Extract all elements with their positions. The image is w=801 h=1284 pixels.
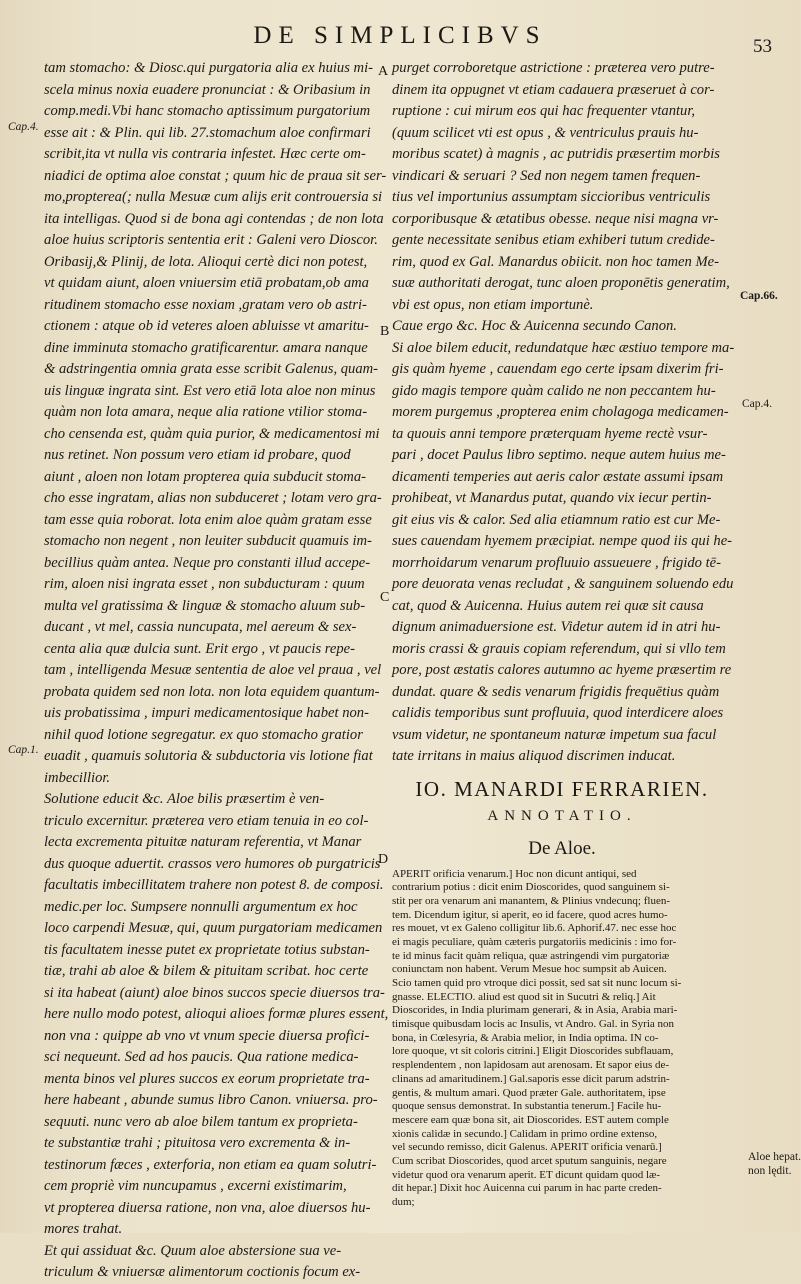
text-line: calidis temporibus sunt profluuia, quod interdicere aloes <box>392 705 724 721</box>
text-line: clinans ad amaritudinem.] Gal.saporis esse dicit parum adstrin- <box>392 1072 670 1085</box>
text-line: pari , docet Paulus libro septimo. neque autem huius me- <box>392 447 726 463</box>
text-line: mores trahat. <box>44 1221 123 1237</box>
text-line: git eius vis & calor. Sed alia etiamnum ratio est cur Me- <box>392 511 721 528</box>
section-letter-c: C <box>380 590 390 605</box>
text-line: si ita habeat (aiunt) aloe binos succos specie diuersos tra- <box>44 984 385 1001</box>
text-line: videtur quod ora venarum aperit. ET dicunt quidam quod læ- <box>392 1168 661 1181</box>
annotation-title: De Aloe. <box>528 837 596 859</box>
text-line: scela minus noxia euadere pronunciat : & Oribasium in <box>44 81 371 98</box>
text-line: ei magis peculiare, quàm cæteris purgatoriis medicinis : imo for- <box>392 935 677 948</box>
section-letter-b: B <box>380 324 390 339</box>
text-line: pore, post æstatis calores autumno ac hyeme præsertim re <box>392 662 732 678</box>
text-line: dus quoque aduertit. crassos vero humores ob purgatricis <box>44 855 381 872</box>
text-line: gnasse. ELECTIO. aliud est quod sit in Sucutri & reliq.] Ait <box>392 990 656 1003</box>
text-line: Caue ergo &c. Hoc & Auicenna secundo Canon. <box>392 318 677 334</box>
text-line: bona, in Cœlesyria, & Arabia melior, in India optima. IN co- <box>392 1031 659 1044</box>
text-line: here habeant , abunde sumus libro Canon. vniuersa. pro- <box>44 1092 378 1108</box>
section-letter-a: A <box>378 64 389 79</box>
text-line: medic.per loc. Sumpsere nonnulli argumentum ex hoc <box>44 898 358 915</box>
text-line: tate irritans in maius aliquod discrimen inducat. <box>392 748 676 764</box>
text-line: coniunctam non habent. Verum Mesue hoc sumpsit ab Auicen. <box>392 963 667 976</box>
text-line: timisque quibusdam locis ac Insulis, vt Andro. Gal. in Syria non <box>392 1018 675 1031</box>
text-line: Oribasij,& Plinij, de lota. Alioqui certè dici non potest, <box>44 253 368 270</box>
text-line: gido magis tempore quàm calido ne non peccantem hu- <box>392 382 716 399</box>
text-line: scribit,ita vt nulla vis contraria infestet. Hæc certe om- <box>44 146 366 162</box>
text-line: uis linguæ ingrata sint. Est vero etiā lota aloe non minus <box>44 382 376 399</box>
text-line: loco carpendi Mesuæ, qui, quum purgatoriam medicamen <box>44 920 383 936</box>
text-line: cho censenda est, quàm quia purior, & medicamentosi mi <box>44 425 380 442</box>
text-line: rim, aloen nisi ingrata esset , non subducturam : quum <box>44 576 365 592</box>
text-line: ctionem : atque ob id veteres aloen abluisse vt amaritu- <box>44 318 369 334</box>
text-line: testinorum fæces , exterforia, non etiam ea quam solutri- <box>44 1156 377 1173</box>
margin-note-aloe-line: non lędit. <box>748 1165 792 1177</box>
text-line: Et qui assiduat &c. Quum aloe abstersione sua ve- <box>44 1242 342 1259</box>
text-line: moribus scatet) à magnis , ac putridis præsertim morbis <box>392 146 720 162</box>
text-line: sues cauendam hyemem præcipiat. nempe quod iis qui he- <box>392 533 733 549</box>
text-line: dinem ita oppugnet vt etiam cadauera præseruet à cor- <box>392 81 715 98</box>
text-line: lore quoque, vt sit coloris citrini.] Eligit Dioscorides subflauam, <box>392 1045 674 1058</box>
text-line: comp.medi.Vbi hanc stomacho aptissimum purgatorium <box>44 103 371 119</box>
text-line: morrhoidarum venarum profluuio assueuere , frigido tē- <box>392 554 722 571</box>
margin-note-cap66-right: Cap.66. <box>740 290 778 302</box>
text-line: imbecillior. <box>44 769 111 786</box>
text-line: (quum scilicet vti est opus , & ventriculus prauis hu- <box>392 124 699 141</box>
text-line: facultatis imbecillitatem trahere non potest 8. de composi. <box>44 877 384 893</box>
text-line: tem. Dicendum igitur, si aperit, eo id facere, quod acres humo- <box>392 908 668 921</box>
text-line: mo,propterea(; nulla Mesuæ cum alijs erit controuersia si <box>44 189 383 205</box>
page-number: 53 <box>753 36 772 57</box>
text-line: moris crassi & grauis copiam referendum, qui si vllo tem <box>392 640 726 657</box>
text-line: APERIT orificia venarum.] Hoc non dicunt antiqui, sed <box>392 867 637 880</box>
text-line: gis quàm hyeme , cauendam ego certe ipsam dixerim fri- <box>392 361 724 377</box>
text-line: non vna : quippe ab vno vt vnum specie diuersa profici- <box>44 1027 370 1044</box>
text-line: gente necessitate senibus etiam exhiberi tutum credide- <box>392 232 715 248</box>
text-line: dum; <box>392 1196 415 1208</box>
text-line: vindicari & seruari ? Sed non negem tamen frequen- <box>392 167 701 184</box>
right-column-commentary <box>392 58 735 768</box>
text-line: purget corroboretque astrictione : præterea vero putre- <box>392 60 715 76</box>
text-line: dundat. quare & sedis venarum frigidis frequētius quàm <box>392 683 720 700</box>
text-line: probata quidem sed non lota. non lota equidem quantum- <box>44 683 380 700</box>
text-line: tis facultatem inesse putet ex proprietate totius substan- <box>44 941 370 958</box>
text-line: dine imminuta stomacho gratificarentur. amara nanque <box>44 339 368 356</box>
text-line: tam , intelligenda Mesuæ sententia de aloe vel praua , vel <box>44 662 382 678</box>
text-line: gentis, & multum amari. Quod præter Gale. authoritatem, ipse <box>392 1086 666 1099</box>
margin-note-aloe-line: Aloe hepat. <box>748 1151 801 1163</box>
text-line: morem purgemus ,propterea enim cholagoga medicamen- <box>392 404 729 420</box>
text-line: euadit , quamuis solutoria & subductoria vis lotione fiat <box>44 748 373 764</box>
text-line: te substantiæ trahi ; pituitosa vero excrementa & in- <box>44 1135 351 1151</box>
text-line: sequuti. nunc vero ab aloe bilem tantum ex proprieta- <box>44 1113 358 1130</box>
text-line: stomacho non negent , non leuiter subducit quamuis im- <box>44 533 372 549</box>
text-line: quoque sensus demonstrat. In substantia tenerum.] Facile hu- <box>392 1100 662 1113</box>
text-line: & adstringentia omnia grata esse scribit Galenus, quam- <box>44 361 379 377</box>
text-line: xionis calidæ in secundo.] Calidam in primo ordine extenso, <box>392 1127 658 1140</box>
annotation-heading: IO. MANARDI FERRARIEN. <box>415 776 709 801</box>
text-line: dicamenti temperies aut aeris calor æstate assumi ipsam <box>392 468 724 485</box>
text-line: tius vel importunius assumptam siccioribus ventriculis <box>392 189 711 205</box>
right-column <box>392 58 735 1218</box>
text-line: rim, quod ex Gal. Manardus obiicit. non hoc tamen Me- <box>392 253 719 270</box>
text-line: cem propriè vim nuncupamus , excerni existimarim, <box>44 1178 347 1194</box>
margin-note-cap1-left: Cap.1. <box>8 744 39 756</box>
text-line: Si aloe bilem educit, redundatque hæc æstiuo tempore ma- <box>392 339 735 356</box>
text-line: tam esse quia roborat. lota enim aloe quàm gratam esse <box>44 511 372 528</box>
text-line: Cum scribat Dioscorides, quod arcet sputum sanguinis, negare <box>392 1154 667 1167</box>
text-line: multa vel gratissima & linguæ & stomacho aluum sub- <box>44 597 366 614</box>
text-line: res mouet, vt ex Galeno colligitur lib.6. Aphorif.47. nec esse hoc <box>392 922 677 935</box>
text-line: mescere eam quæ bona sit, ait Dioscorides. EST autem comple <box>392 1113 669 1126</box>
text-line: sci nequeunt. Sed ad hos paucis. Qua ratione medica- <box>44 1049 359 1065</box>
text-line: Scio tamen quid pro vtroque dici possit, sed sat sit nunc locum si- <box>392 977 682 989</box>
margin-note-cap4-left: Cap.4. <box>8 121 39 133</box>
text-line: vt quidam aiunt, aloen vniuersim etiā probatam,ob ama <box>44 275 369 291</box>
text-line: niadici de optima aloe constat ; quum hic de praua sit ser- <box>44 167 387 184</box>
margin-note-cap4-right: Cap.4. <box>742 398 773 410</box>
text-line: ta quouis anni tempore præterquam hyeme rectè vsur- <box>392 425 708 442</box>
annotation-body <box>392 868 732 1210</box>
running-head: DE SIMPLICIBVS <box>253 22 547 49</box>
text-line: suæ authoritati derogat, tunc aloen proponētis generatim, <box>392 275 730 291</box>
text-line: here nullo modo potest, alioqui alioes formæ plures essent, <box>44 1006 389 1022</box>
text-line: lecta excrementa pituitæ naturam referentia, vt Manar <box>44 834 362 850</box>
text-line: triculo excernitur. præterea vero etiam tenuia in eo col- <box>44 812 369 829</box>
text-line: te id minus facit quàm reliqua, quæ astringendi vim purgatoriæ <box>392 949 670 962</box>
text-line: uis probatissima , impuri medicamentosique habet non- <box>44 705 369 721</box>
text-line: vbi est opus, non etiam importunè. <box>392 296 594 313</box>
section-letter-d: D <box>378 852 389 867</box>
text-line: dit hepar.] Dixit hoc Auicenna cui parum in hac parte creden- <box>392 1182 662 1195</box>
text-line: aiunt , aloen non lotam propterea quia subducit stoma- <box>44 468 366 485</box>
text-line: vt propterea diuersa ratione, non vna, aloe diuersos hu- <box>44 1199 371 1216</box>
text-line: Dioscorides, in India plurimam generari, & in Asia, Arabia mari- <box>392 1004 678 1017</box>
text-line: pore deuorata venas recludat , & sanguinem soluendo edu <box>392 576 734 592</box>
text-line: ita intelligas. Quod si de bona agi contendas ; de non lota <box>44 210 384 227</box>
text-line: ritudinem stomacho esse noxiam ,gratam vero ob astri- <box>44 296 367 313</box>
text-line: resplendentem , non lapidosam aut arenosam. Et sapor eius de- <box>392 1059 670 1072</box>
text-line: cho esse ingratam, alias non subduceret ; lotam vero gra- <box>44 490 382 506</box>
text-line: aloe huius scriptoris sententia erit : Galeni vero Dioscor. <box>44 232 378 248</box>
text-line: cat, quod & Auicenna. Huius autem rei quæ sit causa <box>392 597 704 614</box>
text-line: triculum & vniuersæ alimentorum coctionis focum ex- <box>44 1264 361 1280</box>
text-line: ducant , vt mel, cassia nuncupata, mel aereum & sex- <box>44 619 357 635</box>
text-line: becillius quàm antea. Neque pro constanti illud accepe- <box>44 554 371 571</box>
text-line: tiæ, trahi ab aloe & bilem & pituitam scribat. hoc certe <box>44 963 369 979</box>
text-line: Solutione educit &c. Aloe bilis præsertim è ven- <box>44 791 325 807</box>
text-line: centa alia quæ dulcia sunt. Erit ergo , vt paucis repe- <box>44 640 356 657</box>
annotation-subheading: ANNOTATIO. <box>487 807 637 824</box>
text-line: quàm non lota amara, neque alia ratione vtilior stoma- <box>44 404 368 420</box>
text-line: nihil quod lotione segregatur. ex quo stomacho gratior <box>44 726 363 743</box>
text-line: stit per ora venarum ani manantem, & Plinius vndecunq; fluen- <box>392 894 670 907</box>
text-line: nus retinet. Non possum vero etiam id probare, quod <box>44 447 351 463</box>
text-line: vsum videtur, ne spontaneum naturæ impetum sua facul <box>392 726 717 743</box>
text-line: menta binos vel plures succos ex eorum proprietate tra- <box>44 1070 370 1087</box>
margin-note-aloe-hepar <box>748 1150 801 1178</box>
text-line: contrarium potius : dicit enim Dioscorides, quod sanguinem si- <box>392 881 670 894</box>
left-column <box>44 58 389 1280</box>
text-line: prohibeat, vt Manardus putat, quando vix iecur pertin- <box>392 490 712 506</box>
text-line: ruptione : cui mirum eos qui hac frequenter vtantur, <box>392 103 696 119</box>
text-line: tam stomacho: & Diosc.qui purgatoria alia ex huius mi- <box>44 60 374 76</box>
text-line: esse ait : & Plin. qui lib. 27.stomachum aloe confirmari <box>44 124 371 141</box>
text-line: dignum animaduersione est. Videtur autem id in atri hu- <box>392 619 721 635</box>
text-line: corporibusque & ætatibus obesse. neque nisi magna vr- <box>392 210 719 227</box>
text-line: vel secundo remisso, dicit Galenus. APERIT orificia venarū.] <box>392 1141 662 1154</box>
